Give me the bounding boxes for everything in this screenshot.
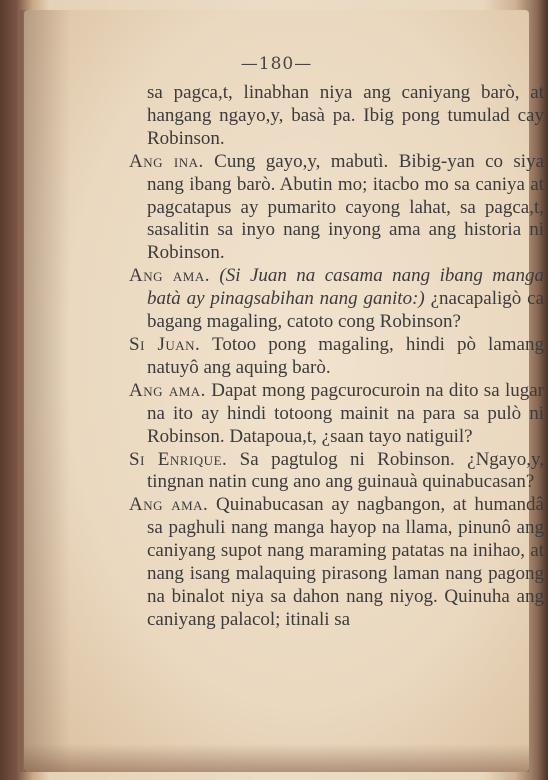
speaker-label: Ang ina. — [129, 150, 204, 172]
dialogue-paragraph — [129, 494, 544, 631]
body-text — [129, 82, 544, 632]
speaker-label: Si Juan. — [129, 333, 201, 355]
dialogue-paragraph — [129, 265, 544, 334]
page-sheet — [24, 10, 545, 772]
paragraph-text: Sa pagtulog ni Robinson. ¿Ngayo,y, tingnan natin cung ano ang guinauà quinabucasan? — [147, 448, 545, 493]
paragraph-continuation — [129, 82, 544, 151]
paragraph-text: sa pagca,t, linabhan niya ang caniyang barò, at hangang ngayo,y, basà pa. Ibig pong tumulad cay Robinson. — [147, 82, 544, 149]
paragraph-text: Dapat mong pagcurocuroin na dito sa lugar na ito ay hindi totoong mainit na para sa pulò ni Robinson. Datapoua,t, ¿saan tayo natiguil? — [147, 379, 545, 447]
speaker-label: Si Enrique. — [129, 448, 228, 470]
dialogue-paragraph — [129, 449, 544, 495]
speaker-label: Ang ama. — [129, 494, 209, 516]
page-number: —180— — [240, 54, 313, 74]
dialogue-paragraph — [129, 151, 544, 266]
speaker-label: Ang ama. — [129, 265, 210, 287]
dialogue-paragraph — [129, 334, 544, 380]
paragraph-text: Quinabucasan ay nagbangon, at humandâ sa paghuli nang manga hayop na llama, pinunô ang caniyang supot nang maraming patatas na inihao, at nang isang malaquing pirasong laman nang pagong na binalot niya sa dahon nang niyog. Quinuha ang caniyang palacol; itinali sa — [147, 494, 544, 630]
dialogue-paragraph — [129, 380, 544, 449]
paragraph-text: ¿nacapaligò ca bagang magaling, catoto cong Robinson? — [147, 288, 545, 333]
page-shadow-bottom — [24, 744, 529, 772]
stage-direction: (Si Juan na casama nang ibang manga batà ay pinagsabihan nang ganito:) — [147, 265, 544, 310]
speaker-label: Ang ama. — [129, 379, 206, 401]
paragraph-text: Cung gayo,y, mabutì. Bibig-yan co siya nang ibang barò. Abutin mo; itacbo mo sa caniya at pagcatapus ay pumarito cayong lahat, sa pagca,t, sasalitin sa inyo nang inyong ama ang historia ni Robinson. — [147, 150, 545, 264]
paragraph-text: Totoo pong magaling, hindi pò lamang natuyô ang aquing barò. — [147, 333, 544, 378]
page-shadow-left — [20, 10, 70, 772]
